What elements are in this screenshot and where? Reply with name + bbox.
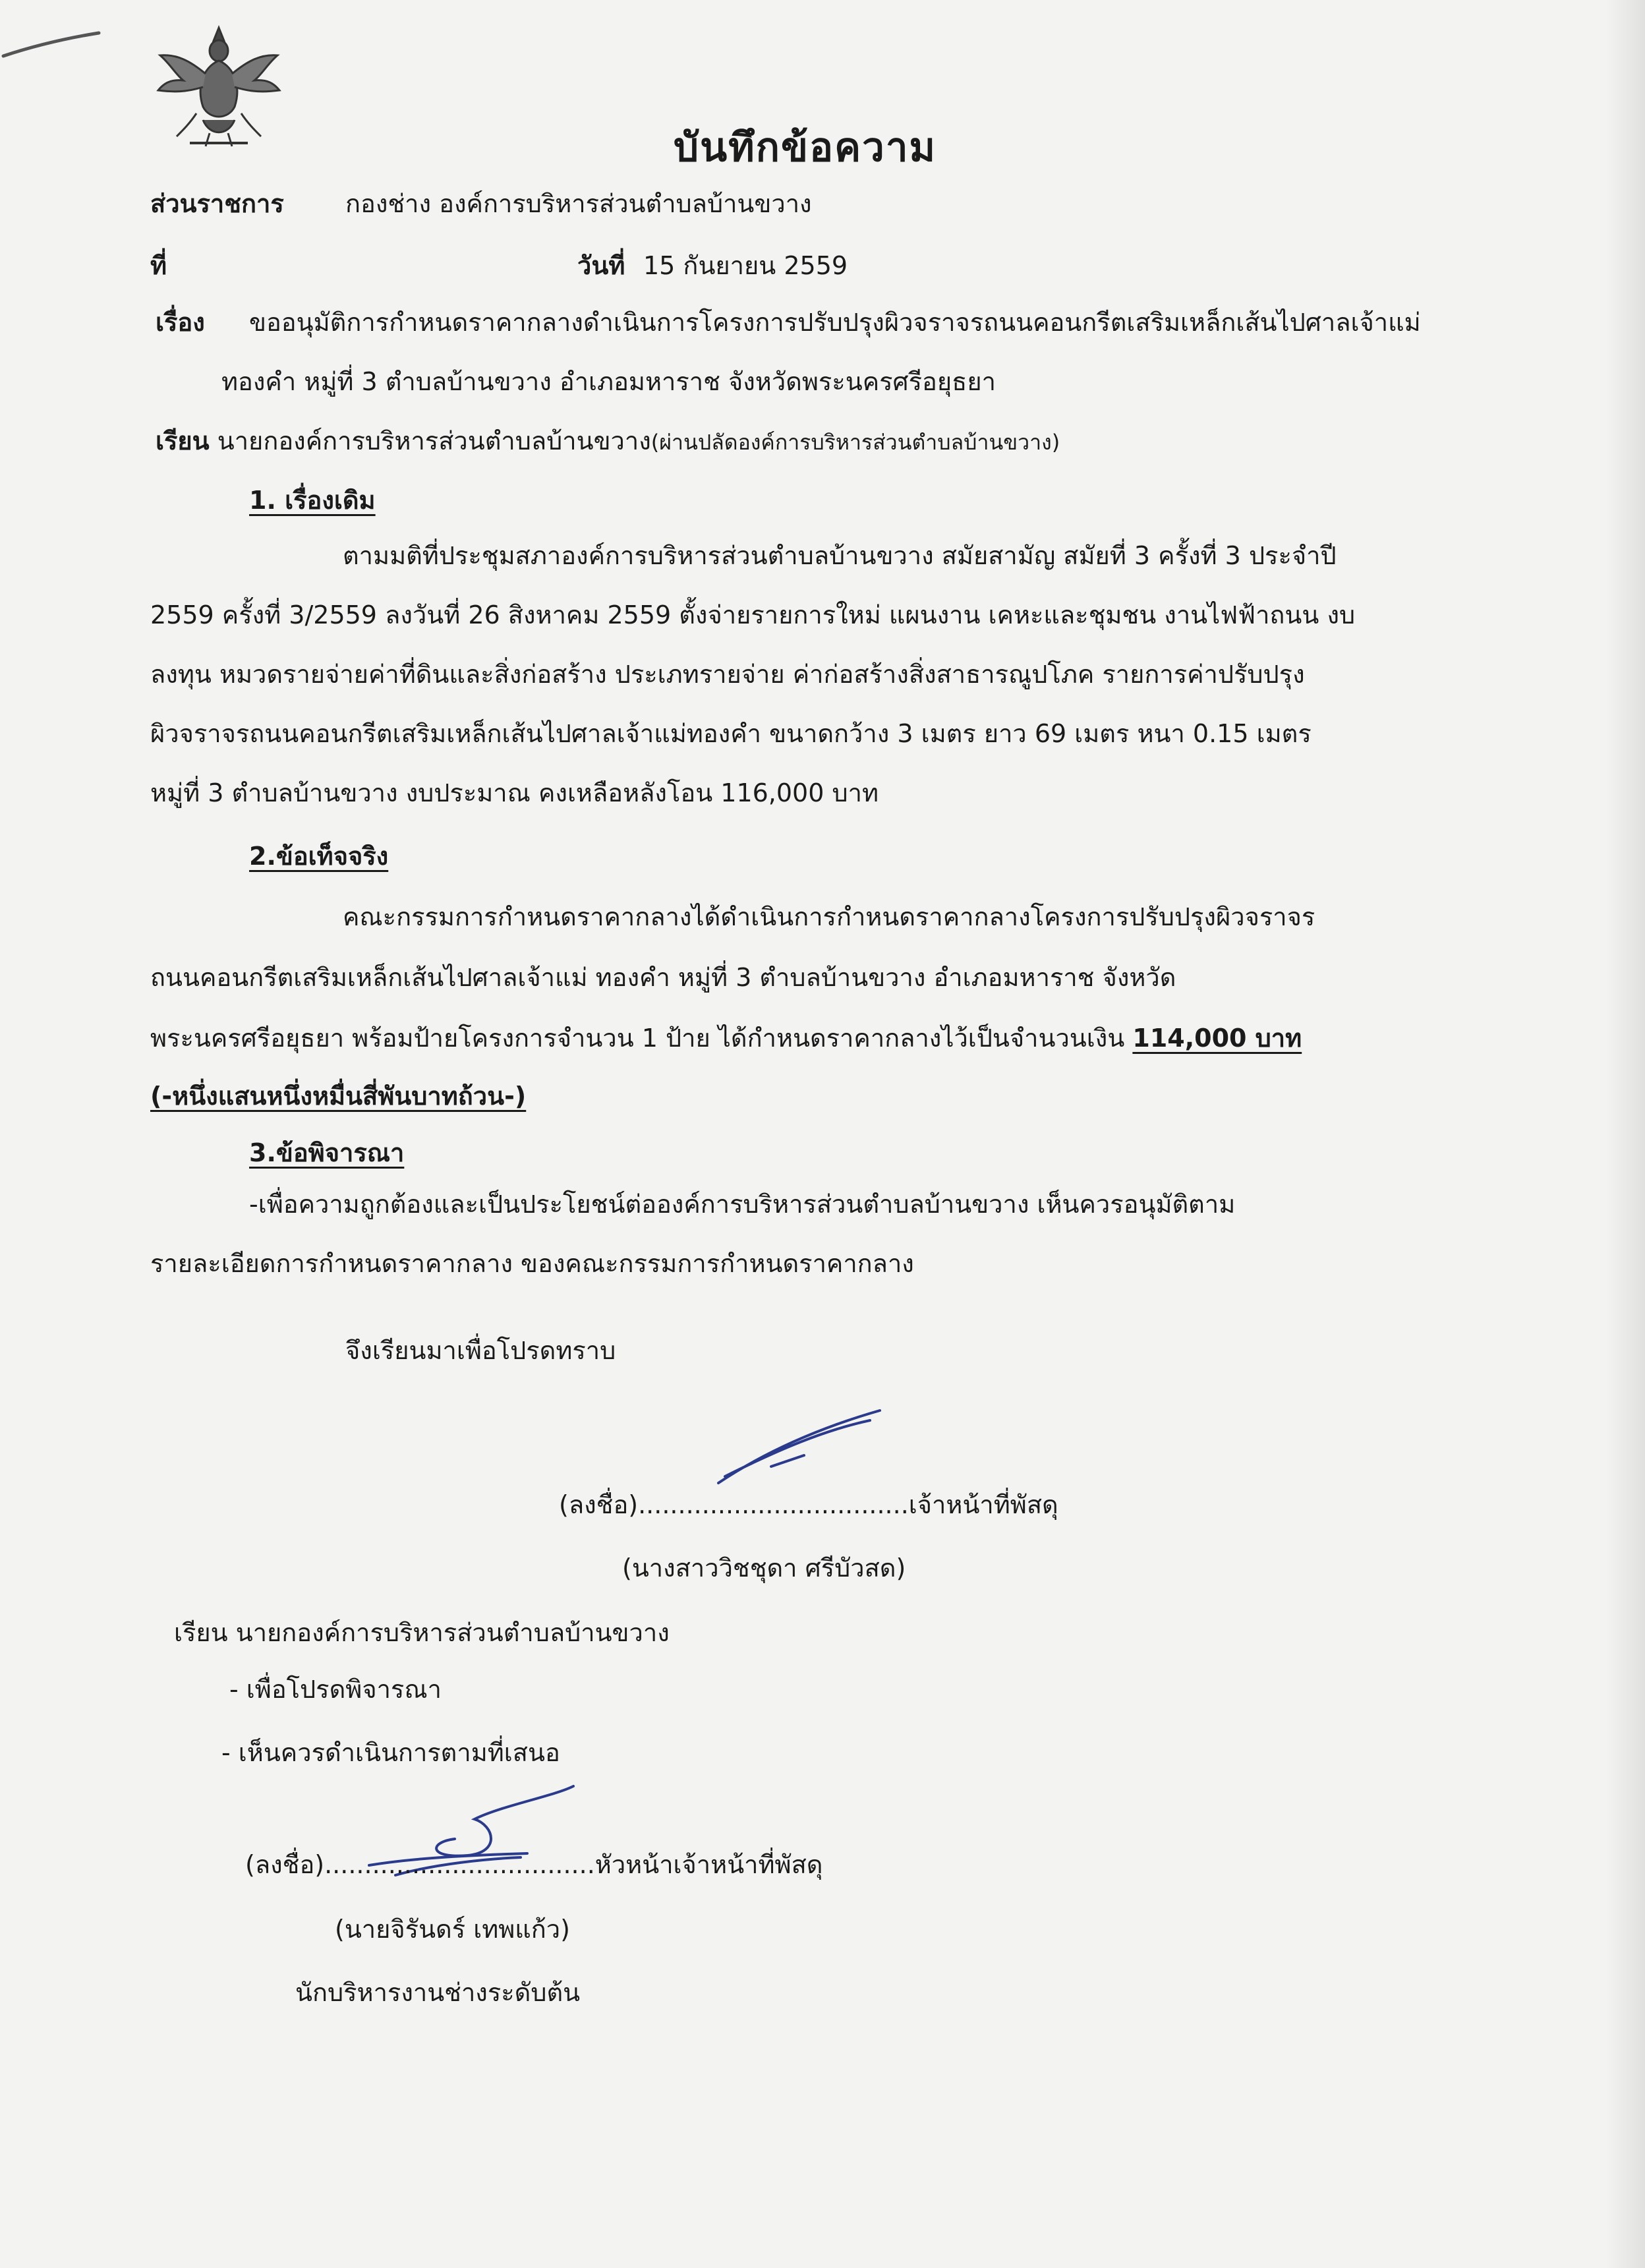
signature1-prefix: (ลงชื่อ)..................................: [559, 1490, 909, 1519]
subject-line-2: ทองคำ หมู่ที่ 3 ตำบลบ้านขวาง อำเภอมหาราช จังหวัดพระนครศรีอยุธยา: [221, 367, 996, 396]
endorsement-item-1: - เพื่อโปรดพิจารณา: [229, 1675, 442, 1704]
section1-line-5: หมู่ที่ 3 ตำบลบ้านขวาง งบประมาณ คงเหลือหลังโอน 116,000 บาท: [150, 778, 879, 807]
to-via: (ผ่านปลัดองค์การบริหารส่วนตำบลบ้านขวาง): [650, 430, 1060, 455]
garuda-emblem-icon: [150, 15, 287, 153]
signature2-prefix: (ลงชื่อ)..................................: [245, 1850, 595, 1879]
signature1-position: เจ้าหน้าที่พัสดุ: [908, 1490, 1058, 1519]
section1-line-2: 2559 ครั้งที่ 3/2559 ลงวันที่ 26 สิงหาคม 2559 ตั้งจ่ายรายการใหม่ แผนงาน เคหะและชุมชน งานไฟฟ้าถนน งบ: [150, 600, 1356, 629]
agency-label: ส่วนราชการ: [150, 189, 284, 218]
signature-1: [705, 1404, 890, 1490]
section3-line-2: รายละเอียดการกำหนดราคากลาง ของคณะกรรมการกำหนดราคากลาง: [150, 1249, 914, 1278]
endorsement-to: เรียน นายกองค์การบริหารส่วนตำบลบ้านขวาง: [174, 1618, 670, 1647]
to-value: นายกองค์การบริหารส่วนตำบลบ้านขวาง: [217, 426, 651, 455]
section2-heading: 2.ข้อเท็จจริง: [249, 842, 389, 871]
section1-line-3: ลงทุน หมวดรายจ่ายค่าที่ดินและสิ่งก่อสร้าง ประเภทรายจ่าย ค่าก่อสร้างสิ่งสาธารณูปโภค รายการค่าปรับปรุง: [150, 660, 1305, 689]
section1-heading: 1. เรื่องเดิม: [249, 486, 376, 515]
signature2-name: (นายจิรันดร์ เทพแก้ว): [335, 1915, 570, 1944]
to-line: [156, 428, 1060, 453]
signature2-title: นักบริหารงานช่างระดับต้น: [295, 1978, 581, 2007]
scan-edge-shadow: [1605, 0, 1645, 2268]
section1-line-4: ผิวจราจรถนนคอนกรีตเสริมเหล็กเส้นไปศาลเจ้าแม่ทองคำ ขนาดกว้าง 3 เมตร ยาว 69 เมตร หนา 0.15 เมตร: [150, 719, 1312, 748]
endorsement-item-2: - เห็นควรดำเนินการตามที่เสนอ: [221, 1738, 560, 1767]
closing-line: จึงเรียนมาเพื่อโปรดทราบ: [345, 1336, 616, 1365]
section3-line-1: -เพื่อความถูกต้องและเป็นประโยชน์ต่อองค์การบริหารส่วนตำบลบ้านขวาง เห็นควรอนุมัติตาม: [249, 1190, 1236, 1219]
memo-title: บันทึกข้อความ: [674, 125, 937, 171]
signature2-line: [245, 1852, 822, 1877]
stray-pen-mark: [0, 26, 105, 66]
section2-line-3-text: พระนครศรีอยุธยา พร้อมป้ายโครงการจำนวน 1 ป้าย ได้กำหนดราคากลางไว้เป็นจำนวนเงิน: [150, 1024, 1133, 1053]
section2-line-2: ถนนคอนกรีตเสริมเหล็กเส้นไปศาลเจ้าแม่ ทองคำ หมู่ที่ 3 ตำบลบ้านขวาง อำเภอมหาราช จังหวัด: [150, 963, 1176, 992]
section2-line-3: [150, 1026, 1302, 1051]
signature1-name: (นางสาววิชชุดา ศรีบัวสด): [622, 1554, 906, 1583]
section3-heading: 3.ข้อพิจารณา: [249, 1138, 405, 1167]
date-value: 15 กันยายน 2559: [643, 251, 848, 280]
signature2-position: หัวหน้าเจ้าหน้าที่พัสดุ: [594, 1850, 823, 1879]
signature1-line: [559, 1492, 1058, 1517]
section2-line-1: คณะกรรมการกำหนดราคากลางได้ดำเนินการกำหนดราคากลางโครงการปรับปรุงผิวจราจร: [343, 902, 1315, 931]
date-label: วันที่: [577, 251, 625, 280]
budget-amount: 114,000 บาท: [1132, 1024, 1302, 1053]
subject-line-1: ขออนุมัติการกำหนดราคากลางดำเนินการโครงการปรับปรุงผิวจราจรถนนคอนกรีตเสริมเหล็กเส้นไปศาลเจ้าแม่: [249, 308, 1421, 337]
subject-label: เรื่อง: [156, 308, 205, 337]
agency-value: กองช่าง องค์การบริหารส่วนตำบลบ้านขวาง: [345, 189, 812, 218]
to-label: เรียน: [156, 426, 210, 455]
budget-amount-words: (-หนึ่งแสนหนึ่งหมื่นสี่พันบาทถ้วน-): [150, 1082, 527, 1111]
section1-line-1: ตามมติที่ประชุมสภาองค์การบริหารส่วนตำบลบ้านขวาง สมัยสามัญ สมัยที่ 3 ครั้งที่ 3 ประจำปี: [343, 541, 1337, 570]
ref-label: ที่: [150, 251, 167, 280]
